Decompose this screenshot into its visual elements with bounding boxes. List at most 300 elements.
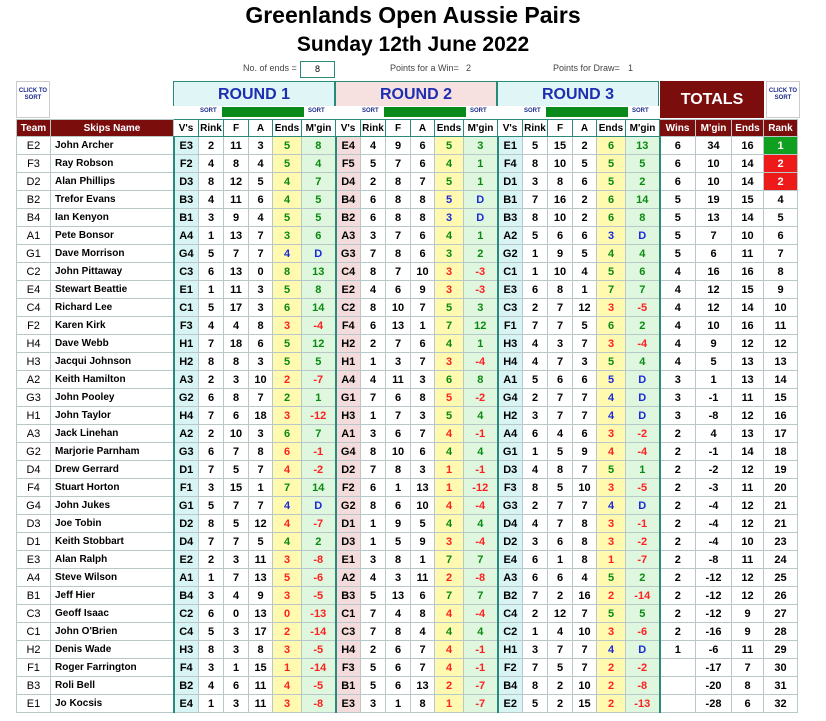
cell-r3-rink[interactable]: 5 xyxy=(523,371,548,389)
cell-total-margin[interactable]: 4 xyxy=(696,425,732,443)
cell-r2-ends[interactable]: 4 xyxy=(435,155,464,173)
cell-r3-a[interactable]: 8 xyxy=(573,533,597,551)
cell-r3-ends[interactable]: 5 xyxy=(597,461,626,479)
cell-r3-vs[interactable]: E2 xyxy=(498,695,523,713)
cell-r3-f[interactable]: 3 xyxy=(548,335,573,353)
cell-r3-vs[interactable]: H1 xyxy=(498,641,523,659)
cell-r3-rink[interactable]: 8 xyxy=(523,479,548,497)
cell-r3-f[interactable]: 8 xyxy=(548,173,573,191)
cell-r1-margin[interactable]: -12 xyxy=(302,407,336,425)
cell-r1-f[interactable]: 13 xyxy=(224,227,249,245)
cell-r3-f[interactable]: 10 xyxy=(548,263,573,281)
cell-r1-vs[interactable]: B4 xyxy=(174,587,199,605)
cell-r1-vs[interactable]: F4 xyxy=(174,659,199,677)
cell-r2-rink[interactable]: 8 xyxy=(361,299,386,317)
cell-r2-vs[interactable]: C4 xyxy=(336,263,361,281)
cell-total-wins[interactable]: 4 xyxy=(660,299,696,317)
cell-rank[interactable]: 17 xyxy=(764,425,798,443)
cell-r3-a[interactable]: 7 xyxy=(573,461,597,479)
cell-r2-f[interactable]: 10 xyxy=(386,443,411,461)
cell-r3-a[interactable]: 1 xyxy=(573,281,597,299)
cell-r3-margin[interactable]: D xyxy=(626,407,660,425)
cell-r1-f[interactable]: 8 xyxy=(224,353,249,371)
cell-r3-rink[interactable]: 3 xyxy=(523,173,548,191)
cell-total-wins[interactable] xyxy=(660,677,696,695)
cell-r1-a[interactable]: 6 xyxy=(249,335,273,353)
cell-r2-ends[interactable]: 3 xyxy=(435,209,464,227)
cell-r1-vs[interactable]: A4 xyxy=(174,227,199,245)
cell-r3-ends[interactable]: 2 xyxy=(597,695,626,713)
cell-r1-rink[interactable]: 4 xyxy=(199,155,224,173)
cell-r1-a[interactable]: 4 xyxy=(249,209,273,227)
cell-r1-rink[interactable]: 2 xyxy=(199,425,224,443)
cell-total-margin[interactable]: -8 xyxy=(696,407,732,425)
cell-total-ends[interactable]: 10 xyxy=(732,533,764,551)
cell-r3-margin[interactable]: D xyxy=(626,389,660,407)
cell-r2-ends[interactable]: 1 xyxy=(435,479,464,497)
cell-r2-f[interactable]: 8 xyxy=(386,173,411,191)
cell-r2-a[interactable]: 4 xyxy=(411,623,435,641)
cell-r1-f[interactable]: 8 xyxy=(224,155,249,173)
cell-r2-margin[interactable]: 4 xyxy=(464,515,498,533)
cell-r2-margin[interactable]: 3 xyxy=(464,299,498,317)
cell-total-margin[interactable]: -20 xyxy=(696,677,732,695)
cell-r1-margin[interactable]: -8 xyxy=(302,695,336,713)
cell-r3-f[interactable]: 6 xyxy=(548,569,573,587)
cell-r2-rink[interactable]: 6 xyxy=(361,191,386,209)
cell-r3-margin[interactable]: -14 xyxy=(626,587,660,605)
cell-total-margin[interactable]: -12 xyxy=(696,587,732,605)
cell-r2-ends[interactable]: 6 xyxy=(435,371,464,389)
cell-r1-rink[interactable]: 4 xyxy=(199,191,224,209)
cell-r3-margin[interactable]: 1 xyxy=(626,461,660,479)
cell-r3-vs[interactable]: B2 xyxy=(498,587,523,605)
cell-r1-vs[interactable]: F1 xyxy=(174,479,199,497)
cell-r1-rink[interactable]: 7 xyxy=(199,461,224,479)
cell-r2-a[interactable]: 13 xyxy=(411,479,435,497)
cell-r3-vs[interactable]: D3 xyxy=(498,461,523,479)
cell-r2-rink[interactable]: 7 xyxy=(361,245,386,263)
cell-r3-ends[interactable]: 5 xyxy=(597,569,626,587)
cell-r3-margin[interactable]: -8 xyxy=(626,677,660,695)
cell-r1-f[interactable]: 6 xyxy=(224,677,249,695)
cell-r2-margin[interactable]: 1 xyxy=(464,155,498,173)
cell-r1-vs[interactable]: E3 xyxy=(174,137,199,155)
cell-r1-ends[interactable]: 5 xyxy=(273,209,302,227)
cell-r1-f[interactable]: 11 xyxy=(224,191,249,209)
cell-r3-rink[interactable]: 4 xyxy=(523,515,548,533)
cell-r2-vs[interactable]: A4 xyxy=(336,371,361,389)
cell-r1-margin[interactable]: -5 xyxy=(302,677,336,695)
cell-total-wins[interactable]: 4 xyxy=(660,353,696,371)
cell-r2-vs[interactable]: G1 xyxy=(336,389,361,407)
cell-r1-vs[interactable]: E2 xyxy=(174,551,199,569)
cell-r3-vs[interactable]: C4 xyxy=(498,605,523,623)
cell-r1-a[interactable]: 3 xyxy=(249,281,273,299)
cell-r1-vs[interactable]: E1 xyxy=(174,281,199,299)
cell-r1-f[interactable]: 4 xyxy=(224,587,249,605)
cell-total-wins[interactable]: 4 xyxy=(660,317,696,335)
cell-r1-rink[interactable]: 6 xyxy=(199,389,224,407)
cell-r2-rink[interactable]: 3 xyxy=(361,551,386,569)
cell-r1-f[interactable]: 7 xyxy=(224,245,249,263)
cell-r1-rink[interactable]: 1 xyxy=(199,281,224,299)
cell-r3-f[interactable]: 5 xyxy=(548,659,573,677)
cell-r3-f[interactable]: 12 xyxy=(548,605,573,623)
cell-r2-vs[interactable]: D1 xyxy=(336,515,361,533)
cell-r1-a[interactable]: 3 xyxy=(249,137,273,155)
cell-r1-rink[interactable]: 3 xyxy=(199,587,224,605)
cell-r1-f[interactable]: 5 xyxy=(224,461,249,479)
cell-r3-vs[interactable]: E1 xyxy=(498,137,523,155)
cell-r1-ends[interactable]: 2 xyxy=(273,623,302,641)
cell-rank[interactable]: 8 xyxy=(764,263,798,281)
cell-r2-vs[interactable]: G3 xyxy=(336,245,361,263)
cell-r2-vs[interactable]: B2 xyxy=(336,209,361,227)
cell-r1-f[interactable]: 7 xyxy=(224,443,249,461)
cell-rank[interactable]: 29 xyxy=(764,641,798,659)
cell-total-ends[interactable]: 12 xyxy=(732,335,764,353)
cell-r2-f[interactable]: 6 xyxy=(386,497,411,515)
cell-r2-margin[interactable]: -1 xyxy=(464,641,498,659)
cell-r2-ends[interactable]: 2 xyxy=(435,677,464,695)
cell-r1-ends[interactable]: 3 xyxy=(273,551,302,569)
cell-r2-a[interactable]: 7 xyxy=(411,659,435,677)
cell-r2-ends[interactable]: 4 xyxy=(435,497,464,515)
cell-r1-a[interactable]: 11 xyxy=(249,677,273,695)
cell-r2-f[interactable]: 6 xyxy=(386,389,411,407)
cell-r1-a[interactable]: 7 xyxy=(249,227,273,245)
cell-total-margin[interactable]: 12 xyxy=(696,299,732,317)
cell-r2-rink[interactable]: 4 xyxy=(361,569,386,587)
cell-r1-margin[interactable]: -8 xyxy=(302,551,336,569)
cell-r2-vs[interactable]: D3 xyxy=(336,533,361,551)
cell-total-wins[interactable]: 2 xyxy=(660,443,696,461)
cell-r3-vs[interactable]: B1 xyxy=(498,191,523,209)
cell-r2-ends[interactable]: 5 xyxy=(435,389,464,407)
cell-r3-f[interactable]: 1 xyxy=(548,551,573,569)
cell-r3-vs[interactable]: E3 xyxy=(498,281,523,299)
cell-r1-margin[interactable]: -13 xyxy=(302,605,336,623)
cell-r2-rink[interactable]: 2 xyxy=(361,173,386,191)
cell-r3-a[interactable]: 8 xyxy=(573,515,597,533)
cell-r1-rink[interactable]: 6 xyxy=(199,443,224,461)
cell-r2-f[interactable]: 4 xyxy=(386,605,411,623)
cell-r3-rink[interactable]: 1 xyxy=(523,245,548,263)
cell-r1-vs[interactable]: C4 xyxy=(174,623,199,641)
cell-r3-vs[interactable]: H3 xyxy=(498,335,523,353)
cell-r2-vs[interactable]: H3 xyxy=(336,407,361,425)
cell-r1-rink[interactable]: 3 xyxy=(199,479,224,497)
cell-r1-a[interactable]: 3 xyxy=(249,299,273,317)
cell-r1-margin[interactable]: 14 xyxy=(302,479,336,497)
cell-r2-ends[interactable]: 5 xyxy=(435,137,464,155)
cell-r1-vs[interactable]: A1 xyxy=(174,569,199,587)
cell-r3-ends[interactable]: 4 xyxy=(597,443,626,461)
cell-r1-ends[interactable]: 3 xyxy=(273,407,302,425)
cell-r2-rink[interactable]: 7 xyxy=(361,389,386,407)
cell-r2-a[interactable]: 9 xyxy=(411,281,435,299)
cell-rank[interactable]: 13 xyxy=(764,353,798,371)
cell-r3-rink[interactable]: 6 xyxy=(523,569,548,587)
cell-r1-a[interactable]: 13 xyxy=(249,569,273,587)
cell-r2-ends[interactable]: 2 xyxy=(435,569,464,587)
cell-r3-vs[interactable]: E4 xyxy=(498,551,523,569)
cell-total-wins[interactable]: 2 xyxy=(660,623,696,641)
click-to-sort-left-button[interactable]: CLICK TO SORT xyxy=(16,81,50,118)
cell-r2-margin[interactable]: 8 xyxy=(464,371,498,389)
cell-r1-rink[interactable]: 2 xyxy=(199,137,224,155)
cell-r2-ends[interactable]: 3 xyxy=(435,281,464,299)
cell-rank[interactable]: 11 xyxy=(764,317,798,335)
cell-r3-vs[interactable]: G4 xyxy=(498,389,523,407)
cell-r3-margin[interactable]: D xyxy=(626,371,660,389)
cell-r2-ends[interactable]: 4 xyxy=(435,335,464,353)
cell-total-margin[interactable]: -1 xyxy=(696,443,732,461)
cell-total-margin[interactable]: -28 xyxy=(696,695,732,713)
cell-r2-vs[interactable]: F4 xyxy=(336,317,361,335)
cell-r3-rink[interactable]: 5 xyxy=(523,227,548,245)
cell-total-ends[interactable]: 13 xyxy=(732,371,764,389)
cell-r1-a[interactable]: 7 xyxy=(249,245,273,263)
cell-r3-ends[interactable]: 3 xyxy=(597,335,626,353)
cell-r2-rink[interactable]: 8 xyxy=(361,443,386,461)
cell-r3-vs[interactable]: G1 xyxy=(498,443,523,461)
win-points-value[interactable]: 2 xyxy=(466,63,472,73)
cell-r1-a[interactable]: 5 xyxy=(249,173,273,191)
cell-r3-f[interactable]: 8 xyxy=(548,461,573,479)
cell-r3-vs[interactable]: F1 xyxy=(498,317,523,335)
cell-r3-ends[interactable]: 3 xyxy=(597,299,626,317)
cell-r2-ends[interactable]: 5 xyxy=(435,407,464,425)
cell-r3-ends[interactable]: 2 xyxy=(597,587,626,605)
cell-r1-f[interactable]: 18 xyxy=(224,335,249,353)
cell-r3-vs[interactable]: G3 xyxy=(498,497,523,515)
cell-r1-ends[interactable]: 7 xyxy=(273,479,302,497)
cell-r3-margin[interactable]: 13 xyxy=(626,137,660,155)
cell-r1-ends[interactable]: 2 xyxy=(273,389,302,407)
cell-r3-ends[interactable]: 5 xyxy=(597,155,626,173)
cell-r1-f[interactable]: 0 xyxy=(224,605,249,623)
cell-r3-margin[interactable]: 7 xyxy=(626,281,660,299)
cell-r3-rink[interactable]: 1 xyxy=(523,263,548,281)
cell-rank[interactable]: 26 xyxy=(764,587,798,605)
cell-r1-ends[interactable]: 1 xyxy=(273,659,302,677)
cell-r2-a[interactable]: 6 xyxy=(411,227,435,245)
cell-r1-margin[interactable]: 5 xyxy=(302,191,336,209)
cell-r2-f[interactable]: 1 xyxy=(386,479,411,497)
cell-r1-f[interactable]: 8 xyxy=(224,389,249,407)
cell-r1-rink[interactable]: 3 xyxy=(199,659,224,677)
cell-r1-margin[interactable]: -14 xyxy=(302,659,336,677)
cell-r2-a[interactable]: 9 xyxy=(411,533,435,551)
cell-r1-ends[interactable]: 4 xyxy=(273,191,302,209)
cell-r2-a[interactable]: 7 xyxy=(411,425,435,443)
cell-total-margin[interactable]: -4 xyxy=(696,497,732,515)
cell-total-margin[interactable]: -16 xyxy=(696,623,732,641)
cell-r1-vs[interactable]: G1 xyxy=(174,497,199,515)
cell-r1-margin[interactable]: -5 xyxy=(302,641,336,659)
cell-r2-f[interactable]: 3 xyxy=(386,569,411,587)
cell-total-ends[interactable]: 12 xyxy=(732,587,764,605)
cell-r3-margin[interactable]: -1 xyxy=(626,515,660,533)
cell-r3-margin[interactable]: 5 xyxy=(626,155,660,173)
cell-total-wins[interactable]: 6 xyxy=(660,155,696,173)
cell-r2-rink[interactable]: 6 xyxy=(361,479,386,497)
cell-rank[interactable]: 30 xyxy=(764,659,798,677)
cell-r1-ends[interactable]: 6 xyxy=(273,425,302,443)
cell-rank[interactable]: 18 xyxy=(764,443,798,461)
cell-r1-a[interactable]: 17 xyxy=(249,623,273,641)
cell-rank[interactable]: 25 xyxy=(764,569,798,587)
cell-r2-margin[interactable]: -7 xyxy=(464,677,498,695)
cell-total-margin[interactable]: 12 xyxy=(696,281,732,299)
cell-total-ends[interactable]: 14 xyxy=(732,299,764,317)
cell-r2-vs[interactable]: A1 xyxy=(336,425,361,443)
cell-r3-rink[interactable]: 8 xyxy=(523,209,548,227)
cell-total-wins[interactable]: 5 xyxy=(660,245,696,263)
cell-r2-rink[interactable]: 4 xyxy=(361,281,386,299)
cell-r3-rink[interactable]: 5 xyxy=(523,695,548,713)
cell-r2-vs[interactable]: B1 xyxy=(336,677,361,695)
cell-total-ends[interactable]: 15 xyxy=(732,191,764,209)
cell-r1-margin[interactable]: D xyxy=(302,245,336,263)
cell-total-ends[interactable]: 12 xyxy=(732,497,764,515)
cell-r1-ends[interactable]: 4 xyxy=(273,677,302,695)
cell-r3-rink[interactable]: 7 xyxy=(523,191,548,209)
cell-r1-f[interactable]: 6 xyxy=(224,407,249,425)
cell-r1-vs[interactable]: C1 xyxy=(174,299,199,317)
cell-r3-ends[interactable]: 4 xyxy=(597,641,626,659)
cell-r2-a[interactable]: 11 xyxy=(411,569,435,587)
cell-r1-ends[interactable]: 5 xyxy=(273,155,302,173)
cell-r2-a[interactable]: 1 xyxy=(411,317,435,335)
cell-total-wins[interactable]: 2 xyxy=(660,425,696,443)
cell-total-margin[interactable]: 16 xyxy=(696,263,732,281)
cell-rank[interactable]: 32 xyxy=(764,695,798,713)
cell-rank[interactable]: 19 xyxy=(764,461,798,479)
cell-r3-f[interactable]: 7 xyxy=(548,515,573,533)
cell-r3-ends[interactable]: 6 xyxy=(597,137,626,155)
round-1-sort-margin-button[interactable]: SORT xyxy=(308,108,325,114)
round-1-sort-rink-button[interactable]: SORT xyxy=(200,108,217,114)
cell-r2-f[interactable]: 6 xyxy=(386,281,411,299)
cell-total-wins[interactable]: 5 xyxy=(660,191,696,209)
cell-r2-vs[interactable]: C1 xyxy=(336,605,361,623)
cell-r2-margin[interactable]: -12 xyxy=(464,479,498,497)
cell-r3-vs[interactable]: C3 xyxy=(498,299,523,317)
cell-r3-rink[interactable]: 6 xyxy=(523,281,548,299)
cell-r2-margin[interactable]: D xyxy=(464,209,498,227)
cell-r2-a[interactable]: 10 xyxy=(411,263,435,281)
cell-r1-rink[interactable]: 5 xyxy=(199,497,224,515)
cell-r1-f[interactable]: 3 xyxy=(224,551,249,569)
cell-r1-f[interactable]: 17 xyxy=(224,299,249,317)
cell-r1-vs[interactable]: D2 xyxy=(174,515,199,533)
round-3-sort-rink-button[interactable]: SORT xyxy=(524,108,541,114)
cell-r2-a[interactable]: 8 xyxy=(411,605,435,623)
cell-r3-margin[interactable]: -4 xyxy=(626,335,660,353)
cell-total-margin[interactable]: -12 xyxy=(696,569,732,587)
cell-r2-ends[interactable]: 7 xyxy=(435,551,464,569)
cell-r2-rink[interactable]: 7 xyxy=(361,623,386,641)
cell-total-wins[interactable]: 5 xyxy=(660,209,696,227)
cell-r1-margin[interactable]: 4 xyxy=(302,155,336,173)
cell-r1-margin[interactable]: D xyxy=(302,497,336,515)
cell-r2-vs[interactable]: A3 xyxy=(336,227,361,245)
cell-r2-margin[interactable]: 4 xyxy=(464,443,498,461)
cell-r3-f[interactable]: 5 xyxy=(548,479,573,497)
cell-r1-margin[interactable]: -4 xyxy=(302,317,336,335)
cell-r2-margin[interactable]: -7 xyxy=(464,695,498,713)
cell-r2-margin[interactable]: 1 xyxy=(464,335,498,353)
cell-r2-margin[interactable]: 12 xyxy=(464,317,498,335)
cell-r3-vs[interactable]: B4 xyxy=(498,677,523,695)
cell-r3-ends[interactable]: 6 xyxy=(597,191,626,209)
cell-r1-vs[interactable]: D1 xyxy=(174,461,199,479)
cell-r2-vs[interactable]: D2 xyxy=(336,461,361,479)
cell-rank[interactable]: 5 xyxy=(764,209,798,227)
cell-r3-rink[interactable]: 1 xyxy=(523,623,548,641)
cell-r1-a[interactable]: 12 xyxy=(249,515,273,533)
cell-r2-vs[interactable]: B4 xyxy=(336,191,361,209)
col-skip-name[interactable]: Skips Name xyxy=(51,120,174,137)
cell-r1-f[interactable]: 10 xyxy=(224,425,249,443)
cell-r1-f[interactable]: 7 xyxy=(224,533,249,551)
cell-r2-ends[interactable]: 5 xyxy=(435,191,464,209)
cell-r1-a[interactable]: 9 xyxy=(249,587,273,605)
cell-r3-a[interactable]: 5 xyxy=(573,245,597,263)
cell-r3-margin[interactable]: -4 xyxy=(626,443,660,461)
cell-r2-f[interactable]: 7 xyxy=(386,263,411,281)
cell-r2-f[interactable]: 7 xyxy=(386,155,411,173)
cell-r3-f[interactable]: 6 xyxy=(548,533,573,551)
cell-r1-f[interactable]: 11 xyxy=(224,281,249,299)
cell-r1-ends[interactable]: 5 xyxy=(273,353,302,371)
cell-r2-vs[interactable]: E1 xyxy=(336,551,361,569)
cell-r3-ends[interactable]: 2 xyxy=(597,659,626,677)
cell-r3-f[interactable]: 9 xyxy=(548,245,573,263)
cell-r2-vs[interactable]: C2 xyxy=(336,299,361,317)
cell-r3-margin[interactable]: -7 xyxy=(626,551,660,569)
cell-r2-margin[interactable]: -4 xyxy=(464,497,498,515)
cell-r1-vs[interactable]: H1 xyxy=(174,335,199,353)
cell-total-wins[interactable]: 3 xyxy=(660,407,696,425)
cell-r2-margin[interactable]: -8 xyxy=(464,569,498,587)
cell-rank[interactable]: 27 xyxy=(764,605,798,623)
cell-r1-a[interactable]: 11 xyxy=(249,695,273,713)
cell-r2-rink[interactable]: 3 xyxy=(361,695,386,713)
cell-r2-a[interactable]: 7 xyxy=(411,299,435,317)
cell-total-margin[interactable]: -12 xyxy=(696,605,732,623)
cell-r1-f[interactable]: 5 xyxy=(224,515,249,533)
cell-r2-f[interactable]: 3 xyxy=(386,353,411,371)
cell-r3-margin[interactable]: D xyxy=(626,227,660,245)
cell-r3-a[interactable]: 12 xyxy=(573,299,597,317)
cell-total-ends[interactable]: 14 xyxy=(732,155,764,173)
cell-r1-margin[interactable]: -7 xyxy=(302,371,336,389)
cell-total-ends[interactable]: 11 xyxy=(732,389,764,407)
cell-r3-f[interactable]: 8 xyxy=(548,281,573,299)
cell-total-ends[interactable]: 16 xyxy=(732,137,764,155)
cell-r3-f[interactable]: 7 xyxy=(548,317,573,335)
cell-r2-ends[interactable]: 3 xyxy=(435,533,464,551)
cell-r2-f[interactable]: 8 xyxy=(386,209,411,227)
cell-r3-vs[interactable]: D2 xyxy=(498,533,523,551)
cell-total-ends[interactable]: 13 xyxy=(732,425,764,443)
cell-r1-ends[interactable]: 4 xyxy=(273,515,302,533)
cell-total-wins[interactable]: 4 xyxy=(660,281,696,299)
